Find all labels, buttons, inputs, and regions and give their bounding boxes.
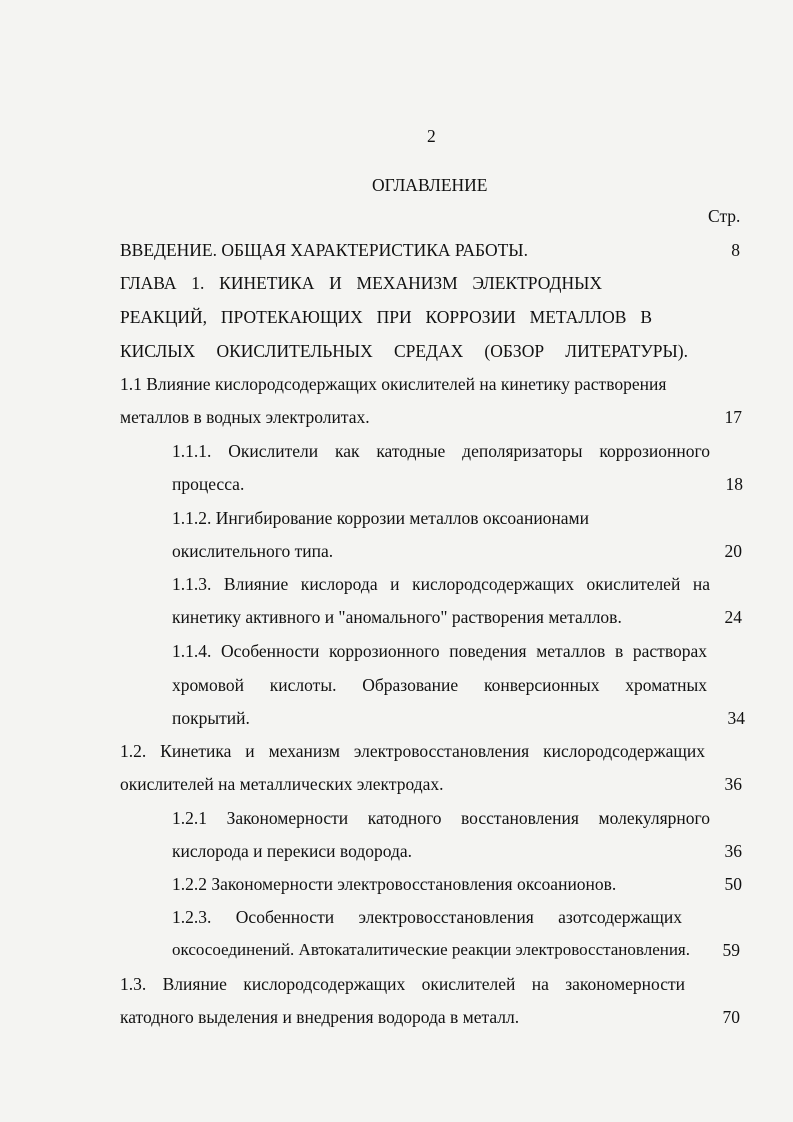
toc-entry-introduction: ВВЕДЕНИЕ. ОБЩАЯ ХАРАКТЕРИСТИКА РАБОТЫ. <box>120 240 528 260</box>
page-column-label: Стр. <box>708 206 741 226</box>
toc-entry-1-2-1-line2: кислорода и перекиси водорода. <box>172 841 413 861</box>
toc-page-1-1-4: 34 <box>727 708 745 728</box>
toc-page-1-3: 70 <box>722 1007 740 1027</box>
toc-entry-1-2-line1: 1.2. Кинетика и механизм электровосстановления кислородсодержащих <box>120 741 705 761</box>
toc-page-1-1-2: 20 <box>724 541 742 561</box>
toc-heading: ОГЛАВЛЕНИЕ <box>372 175 488 195</box>
toc-entry-1-1-4-line3: покрытий. <box>172 708 250 728</box>
toc-entry-chapter1-line3: КИСЛЫХ ОКИСЛИТЕЛЬНЫХ СРЕДАХ (ОБЗОР ЛИТЕРАТУРЫ). <box>120 341 688 361</box>
toc-entry-1-3-line1: 1.3. Влияние кислородсодержащих окислителей на закономерности <box>120 974 685 994</box>
toc-entry-1-2-line2: окислителей на металлических электродах. <box>120 774 444 794</box>
toc-entry-1-1-2-line1: 1.1.2. Ингибирование коррозии металлов оксоанионами <box>172 508 590 528</box>
toc-entry-1-1-3-line1: 1.1.3. Влияние кислорода и кислородсодержащих окислителей на <box>172 574 710 594</box>
toc-entry-1-1-2-line2: окислительного типа. <box>172 541 334 561</box>
page-number: 2 <box>427 126 436 146</box>
toc-entry-1-1-4-line2: хромовой кислоты. Образование конверсионных хроматных <box>172 675 707 695</box>
toc-entry-1-1-1-line2: процесса. <box>172 474 245 494</box>
toc-page-1-2-2: 50 <box>724 874 742 894</box>
toc-entry-1-1-line1: 1.1 Влияние кислородсодержащих окислителей на кинетику растворения <box>120 374 667 394</box>
toc-page-introduction: 8 <box>731 240 740 260</box>
toc-page-1-1: 17 <box>724 407 742 427</box>
toc-entry-1-1-line2: металлов в водных электролитах. <box>120 407 370 427</box>
toc-entry-1-1-3-line2: кинетику активного и "аномального" растворения металлов. <box>172 607 622 627</box>
toc-page-1-1-1: 18 <box>725 474 743 494</box>
toc-entry-1-2-1-line1: 1.2.1 Закономерности катодного восстановления молекулярного <box>172 808 710 828</box>
toc-entry-1-2-2: 1.2.2 Закономерности электровосстановления оксоанионов. <box>172 874 617 894</box>
toc-entry-chapter1-line2: РЕАКЦИЙ, ПРОТЕКАЮЩИХ ПРИ КОРРОЗИИ МЕТАЛЛОВ В <box>120 307 652 327</box>
toc-page-1-1-3: 24 <box>724 607 742 627</box>
toc-entry-1-3-line2: катодного выделения и внедрения водорода в металл. <box>120 1007 520 1027</box>
toc-page-1-2-3: 59 <box>722 940 740 960</box>
toc-page-1-2-1: 36 <box>724 841 742 861</box>
toc-entry-1-2-3-line1: 1.2.3. Особенности электровосстановления азотсодержащих <box>172 907 682 927</box>
toc-entry-1-1-1-line1: 1.1.1. Окислители как катодные деполяризаторы коррозионного <box>172 441 710 461</box>
toc-entry-1-1-4-line1: 1.1.4. Особенности коррозионного поведения металлов в растворах <box>172 641 707 661</box>
toc-entry-chapter1-line1: ГЛАВА 1. КИНЕТИКА И МЕХАНИЗМ ЭЛЕКТРОДНЫХ <box>120 273 602 293</box>
toc-entry-1-2-3-line2: оксосоединений. Автокаталитические реакции электровосстановления. <box>172 940 691 959</box>
toc-page-1-2: 36 <box>724 774 742 794</box>
